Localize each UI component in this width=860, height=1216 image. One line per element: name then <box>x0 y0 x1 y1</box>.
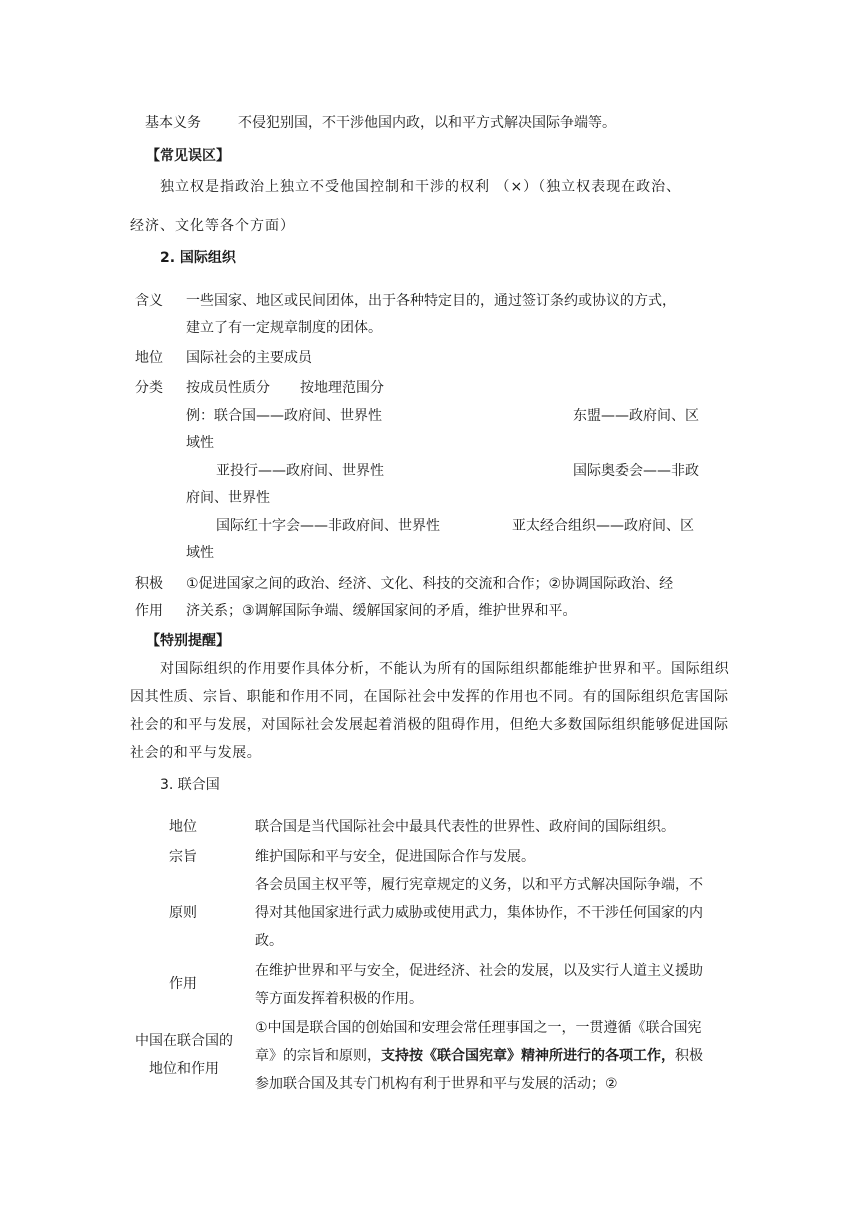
org-example3-wrap: 域性 <box>186 545 214 561</box>
org-role-label-1: 积极 <box>135 576 163 592</box>
org-status-label: 地位 <box>135 350 163 366</box>
reminder-paragraph: 对国际组织的作用要作具体分析，不能认为所有的国际组织都能维护世界和平。国际组织因其性质、宗旨、职能和作用不同，在国际社会中发挥的作用也不同。有的国际组织危害国际社会的和平与发展，对国际社会发展起着消极的阻碍作用，但绝大多数国际组织能够促进国际社会的和平与发展。 <box>130 661 730 761</box>
un-china-text-bold: 支持按《联合国宪章》精神所进行的各项工作， <box>381 1048 675 1064</box>
un-principles-text: 各会员国主权平等，履行宪章规定的义务，以和平方式解决国际争端，不得对其他国家进行武力威胁或使用武力，集体协作，不干涉任何国家的内政。 <box>255 877 703 949</box>
reminder-heading: 【特别提醒】 <box>146 633 230 649</box>
org-example2-right: 国际奥委会——非政 <box>573 463 699 479</box>
org-meaning-label: 含义 <box>135 293 163 309</box>
un-china-label: 中国在联合国的地位和作用 <box>135 1033 233 1077</box>
org-role-line2: 济关系；③调解国际争端、缓解国家间的矛盾，维护世界和平。 <box>186 603 577 619</box>
org-example2-wrap: 府间、世界性 <box>186 490 270 506</box>
un-purpose-text: 维护国际和平与安全，促进国际合作与发展。 <box>255 849 535 865</box>
org-class-by-region: 按地理范围分 <box>300 380 384 396</box>
org-status-text: 国际社会的主要成员 <box>186 350 312 366</box>
un-china-text-b: 积极参加联合国及其专门机构有利于世界和平与发展的活动；② <box>255 1048 703 1092</box>
org-class-label: 分类 <box>135 380 163 396</box>
org-example3-left: 国际红十字会——非政府间、世界性 <box>216 518 440 534</box>
un-china-text <box>255 1014 715 1098</box>
un-function-text: 在维护世界和平与安全，促进经济、社会的发展，以及实行人道主义援助等方面发挥着积极的作用。 <box>255 963 703 1007</box>
org-role-label-2: 作用 <box>135 603 163 619</box>
un-status-label: 地位 <box>169 819 197 835</box>
org-meaning-line1: 一些国家、地区或民间团体，出于各种特定目的，通过签订条约或协议的方式， <box>186 293 676 309</box>
org-role-line1: ①促进国家之间的政治、经济、文化、科技的交流和合作；②协调国际政治、经 <box>186 576 674 592</box>
misconception-line2: 经济、文化等各个方面） <box>130 218 295 234</box>
section3-heading: 3. 联合国 <box>160 777 220 793</box>
un-function-label: 作用 <box>169 976 197 992</box>
misconception-heading: 【常见误区】 <box>146 148 230 164</box>
org-example2-left: 亚投行——政府间、世界性 <box>216 463 384 479</box>
org-example3-right: 亚太经合组织——政府间、区 <box>512 518 694 534</box>
org-class-by-nature: 按成员性质分 <box>186 380 270 396</box>
duty-label: 基本义务 <box>145 115 201 131</box>
org-example1-left: 例：联合国——政府间、世界性 <box>186 408 382 424</box>
un-purpose-label: 宗旨 <box>169 849 197 865</box>
un-principles-label: 原则 <box>169 905 197 921</box>
duty-text: 不侵犯别国，不干涉他国内政，以和平方式解决国际争端等。 <box>238 115 616 131</box>
section2-heading: 2. 国际组织 <box>160 250 236 266</box>
org-example1-right: 东盟——政府间、区 <box>573 408 699 424</box>
un-china-text-a: ①中国是联合国的创始国和安理会常任理事国之一，一贯遵循《联合国宪章》的宗旨和原则， <box>255 1020 702 1064</box>
misconception-line1: 独立权是指政治上独立不受他国控制和干涉的权利 （×）（独立权表现在政治、 <box>160 179 682 195</box>
org-example1-wrap: 域性 <box>186 435 214 451</box>
un-status-text: 联合国是当代国际社会中最具代表性的世界性、政府间的国际组织。 <box>255 819 675 835</box>
org-meaning-line2: 建立了有一定规章制度的团体。 <box>186 320 382 336</box>
